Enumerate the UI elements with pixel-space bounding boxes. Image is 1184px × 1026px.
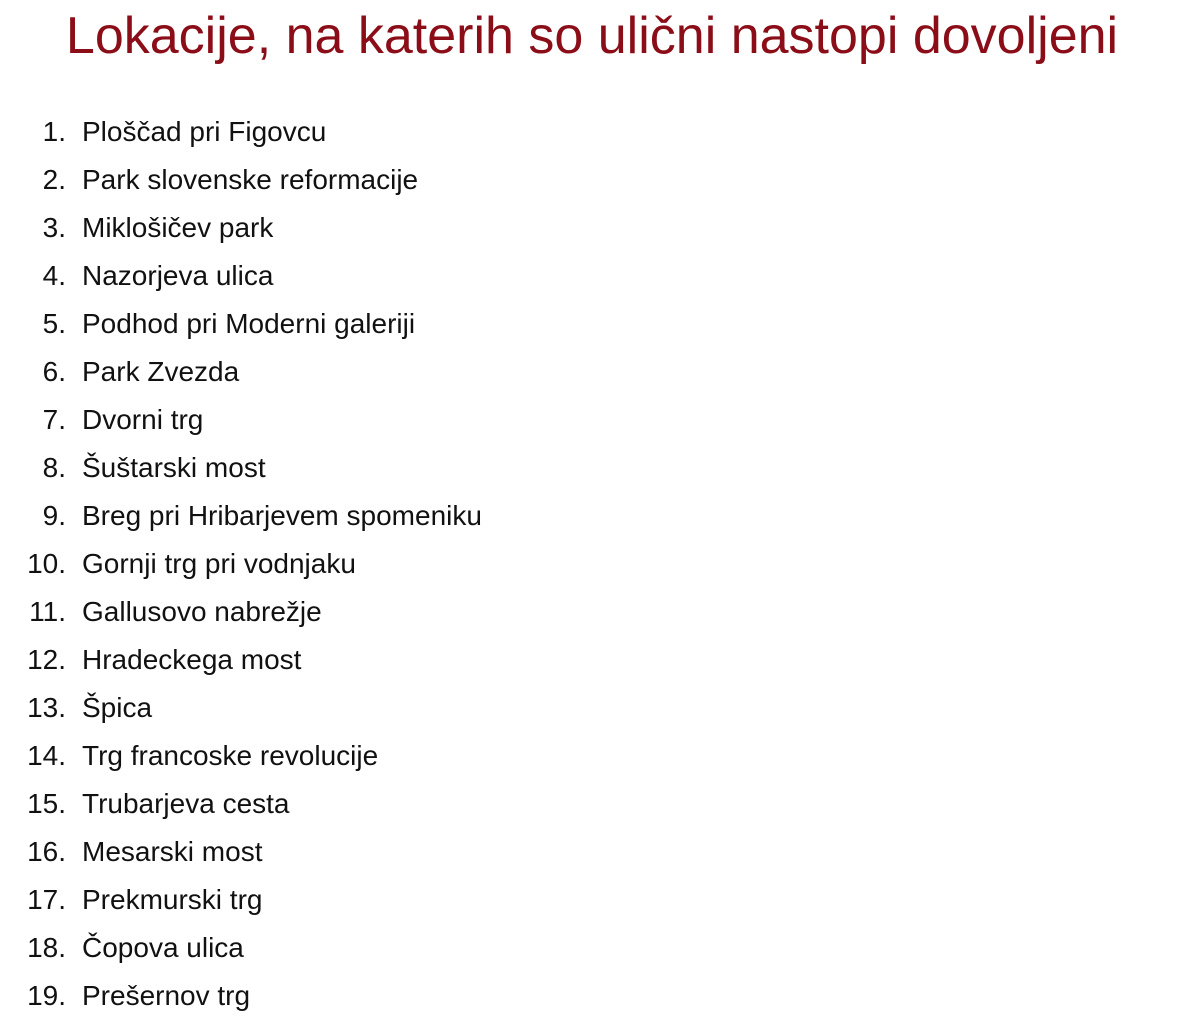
item-label: Prekmurski trg xyxy=(82,884,263,915)
item-label: Šuštarski most xyxy=(82,452,266,483)
item-number: 14. xyxy=(27,740,66,771)
list-item xyxy=(0,684,482,732)
item-number: 19. xyxy=(27,980,66,1011)
list-item xyxy=(0,396,482,444)
list-item xyxy=(0,540,482,588)
item-label: Miklošičev park xyxy=(82,212,274,243)
item-label: Dvorni trg xyxy=(82,404,204,435)
item-label: Gallusovo nabrežje xyxy=(82,596,322,627)
list-item xyxy=(0,156,482,204)
item-number: 9. xyxy=(42,500,66,531)
item-number: 7. xyxy=(42,404,66,435)
item-label: Prešernov trg xyxy=(82,980,251,1011)
item-label: Nazorjeva ulica xyxy=(82,260,274,291)
item-label: Ploščad pri Figovcu xyxy=(82,116,327,147)
item-label: Trg francoske revolucije xyxy=(82,740,379,771)
item-number: 13. xyxy=(27,692,66,723)
item-number: 15. xyxy=(27,788,66,819)
item-number: 17. xyxy=(27,884,66,915)
item-number: 16. xyxy=(27,836,66,867)
list-item xyxy=(0,108,482,156)
list-item xyxy=(0,732,482,780)
item-number: 12. xyxy=(27,644,66,675)
list-item xyxy=(0,444,482,492)
item-label: Špica xyxy=(82,692,153,723)
list-item xyxy=(0,780,482,828)
item-number: 3. xyxy=(42,212,66,243)
locations-list xyxy=(0,108,482,1020)
list-item xyxy=(0,348,482,396)
list-item xyxy=(0,300,482,348)
item-label: Park slovenske reformacije xyxy=(82,164,419,195)
item-label: Breg pri Hribarjevem spomeniku xyxy=(82,500,482,531)
item-label: Čopova ulica xyxy=(82,932,244,963)
list-item xyxy=(0,492,482,540)
item-label: Gornji trg pri vodnjaku xyxy=(82,548,356,579)
item-number: 1. xyxy=(42,116,66,147)
item-label: Podhod pri Moderni galeriji xyxy=(82,308,416,339)
list-item xyxy=(0,252,482,300)
item-number: 18. xyxy=(27,932,66,963)
item-label: Trubarjeva cesta xyxy=(82,788,290,819)
item-label: Hradeckega most xyxy=(82,644,302,675)
item-number: 2. xyxy=(42,164,66,195)
list-item xyxy=(0,204,482,252)
page-title: Lokacije, na katerih so ulični nastopi dovoljeni xyxy=(65,7,1119,65)
list-item xyxy=(0,588,482,636)
list-item xyxy=(0,924,482,972)
list-item xyxy=(0,876,482,924)
list-item xyxy=(0,636,482,684)
list-item xyxy=(0,972,482,1020)
item-number: 4. xyxy=(42,260,66,291)
item-number: 5. xyxy=(42,308,66,339)
item-label: Park Zvezda xyxy=(82,356,240,387)
item-number: 6. xyxy=(42,356,66,387)
list-item xyxy=(0,828,482,876)
item-number: 11. xyxy=(29,596,66,627)
item-label: Mesarski most xyxy=(82,836,263,867)
item-number: 8. xyxy=(42,452,66,483)
item-number: 10. xyxy=(27,548,66,579)
